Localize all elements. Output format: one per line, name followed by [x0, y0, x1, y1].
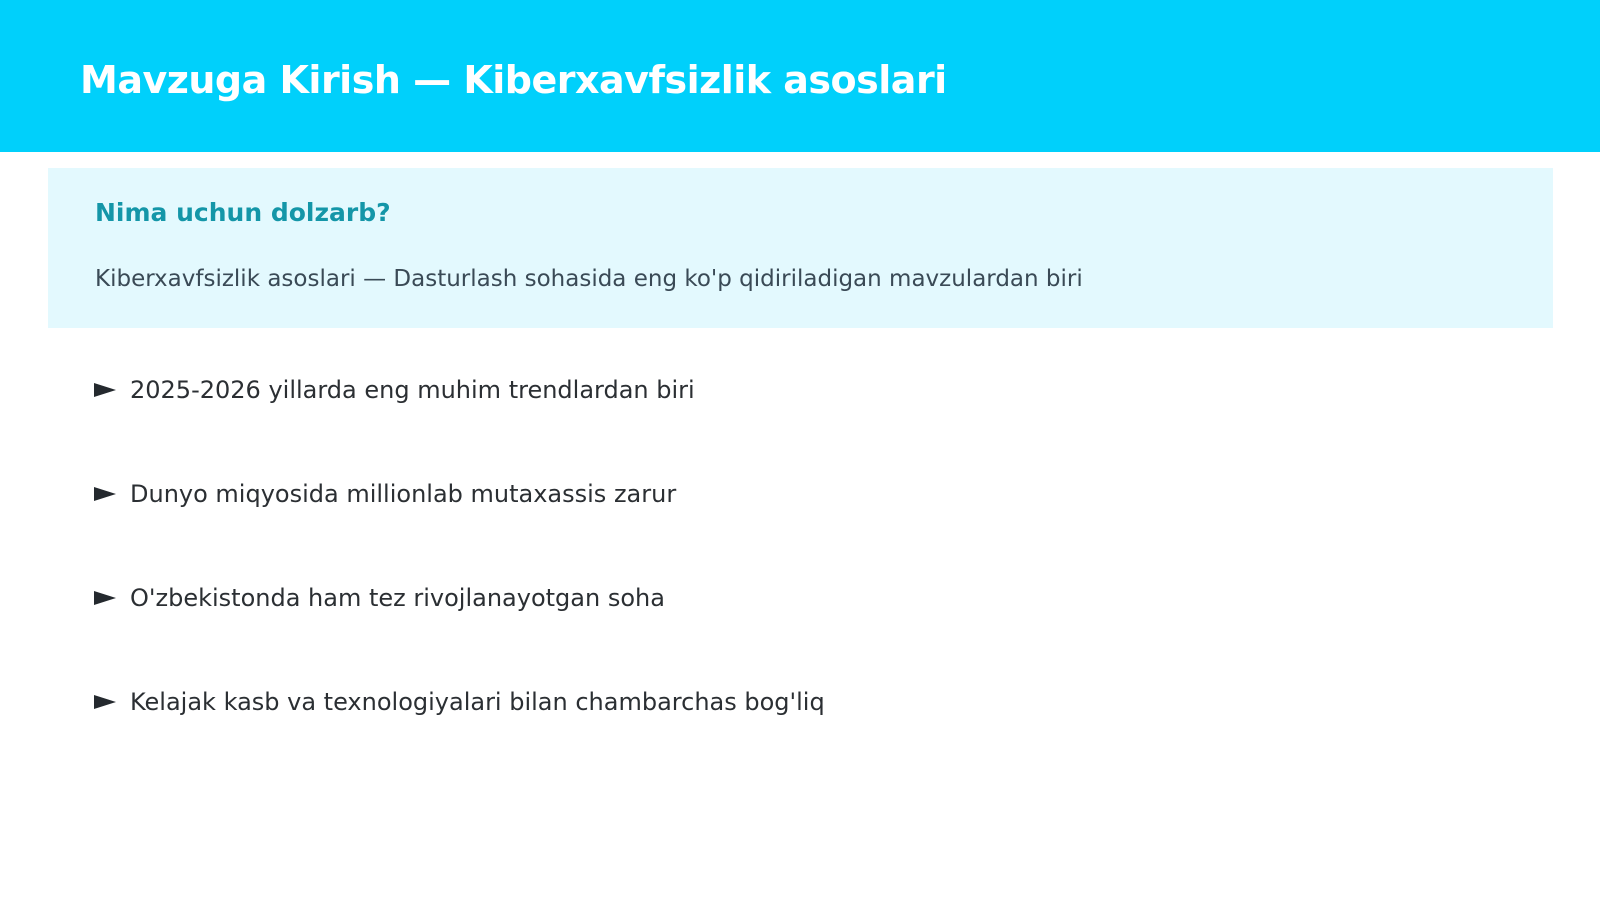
triangle-right-icon: [94, 590, 118, 606]
callout-heading: Nima uchun dolzarb?: [95, 198, 391, 227]
triangle-right-icon: [94, 486, 118, 502]
callout-text: Kiberxavfsizlik asoslari — Dasturlash sohasida eng ko'p qidiriladigan mavzulardan biri: [95, 266, 1083, 292]
slide-title: Mavzuga Kirish — Kiberxavfsizlik asoslari: [80, 58, 947, 102]
bullet-text: 2025-2026 yillarda eng muhim trendlardan biri: [130, 376, 695, 404]
triangle-right-icon: [94, 694, 118, 710]
slide-header: [0, 0, 1600, 152]
bullet-text: Kelajak kasb va texnologiyalari bilan chambarchas bog'liq: [130, 688, 825, 716]
bullet-text: O'zbekistonda ham tez rivojlanayotgan soha: [130, 584, 665, 612]
relevance-callout: [48, 168, 1553, 328]
triangle-right-icon: [94, 382, 118, 398]
bullet-text: Dunyo miqyosida millionlab mutaxassis zarur: [130, 480, 677, 508]
